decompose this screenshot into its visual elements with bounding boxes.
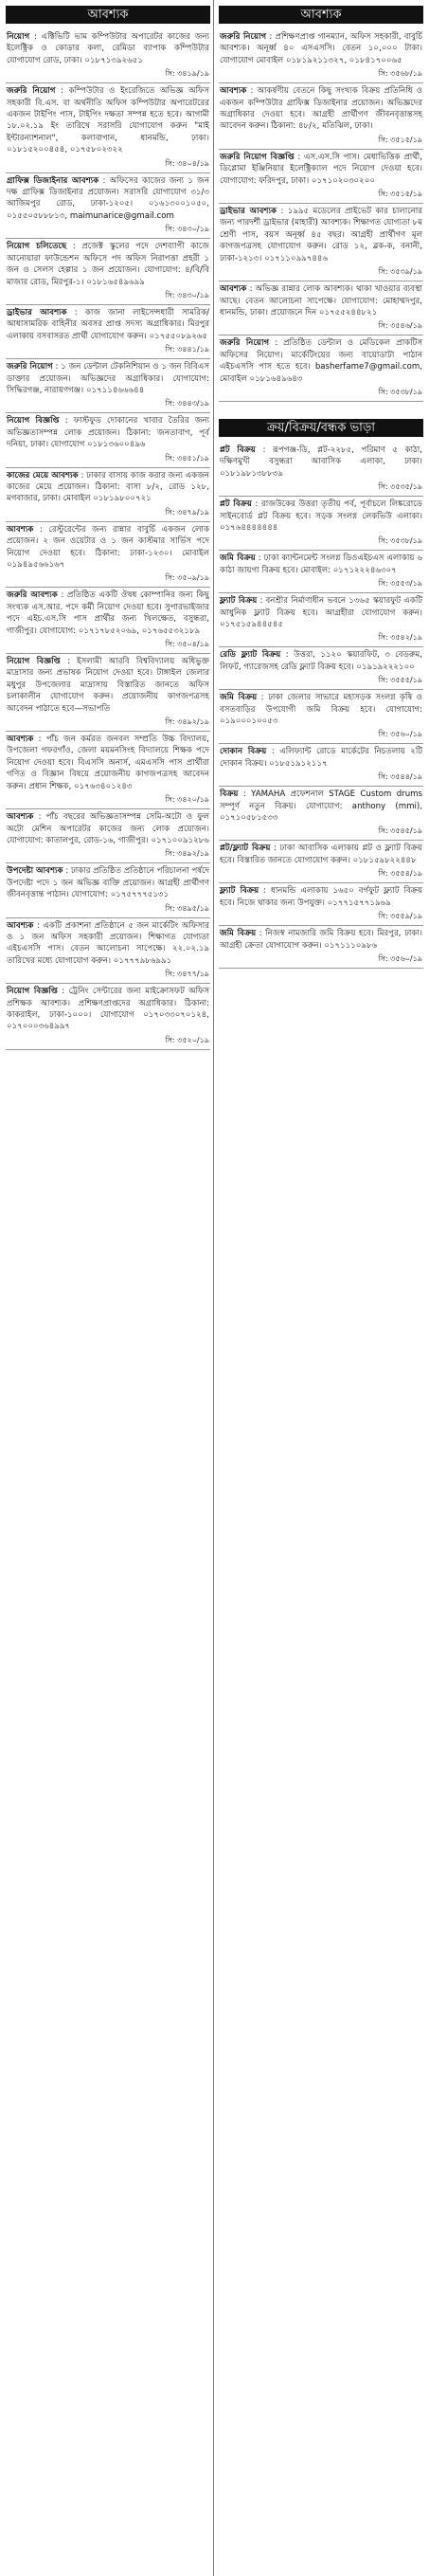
classified-ad: জমি বিক্রয় : ঢাকা জেলার সাভারে মহাসড়ক সংলগ্ন কৃষি ও বসতবাড়ির উপযোগী জমি বিক্রয় হবে। যোগাযোগ: ০১৯০০০১০০৫৩ সি: ৩৫৬০/১৯ [219, 690, 423, 744]
ad-body: নিজস্ব নামজারি জমি বিক্রয় হবে। মিরপুর, ঢাকা। আগ্রহী ক্রেতা যোগাযোগ করুন। ০১৭১১১০৯৮৬ [220, 929, 422, 951]
ad-code: সি: ৩৫৫৩/১৯ [378, 579, 422, 589]
classified-ad: জরুরি নিয়োগ বিজ্ঞপ্তি : এস.এস.সি পাস। মেধাভিত্তিক প্রার্থী, ডিপ্লোমা ইঞ্জিনিয়ার ইলেক্ট্রিক্যাল পদে নিয়োগ দেওয়া হবে। যোগাযোগ: ফরিদপুর, ঢাকা। ০১৭১০২০৩০২০০ সি: ৩৫১৫/১৯ [219, 150, 423, 204]
ad-body: ১ জন ডেন্টাল টেকনিশিয়ান ও ১ জন বিবিএস ডাক্তার প্রয়োজন। অভিজ্ঞদের অগ্রাধিকার। যোগাযোগ: সিদ্ধিরগঞ্জ, নারায়ণগঞ্জ। ০১৭১১৪৬৬৬৪৪ [7, 362, 209, 395]
classified-ad: গ্রাফিক্স ডিজাইনার আবশ্যক : অফিসের কাজের জন্য ১ জন দক্ষ গ্রাফিক্স ডিজাইনার প্রয়োজন। সরাসরি যোগাযোগ ৩১/৩ আজিমপুর রোড, ঢাকা-১২০৫। ০১৬১৩০০১০৫০, ০১৫৫০৫৮৮৮১৩, maimunarice@gmail.com সি: ৩৪৩০/১৯ [6, 173, 210, 240]
ad-code: সি: ৩৪৭৯/১৯ [165, 507, 209, 517]
ad-title: প্লট বিক্রয় [220, 499, 252, 510]
classified-ad: ফ্ল্যাট বিক্রয় : বনশ্রীর নির্মাণাধীন ভবনে ১৩৬৫ স্কয়ারফুট একটি আধুনিক ফ্ল্যাট বিক্রয় হবে। আগ্রহীরা যোগাযোগ করুন। ০১৭৫১৫৯৪৪৫৪৫ সি: ৩৫৪২/১৯ [219, 593, 423, 647]
ad-code: সি: ৩৫৪৪/১৯ [378, 772, 422, 782]
ad-body: প্রশিক্ষণপ্রাপ্ত গানম্যান, অফিস সহকারী, বাবুর্চি আবশ্যক। অনূর্ধ্ব ৪০ এসএসসি। বেতন ১০,০০০ টাকা। যোগাযোগ মোবাইল ০১৮১৯২১১৩২৭, ০১৮৪১৭০০৬৫ [220, 32, 423, 65]
classified-ad: জরুরি নিয়োগ : প্রতিষ্ঠিত ডেন্টাল ও মেডিকেল প্রাকটিস অফিসের নিয়োগ। মার্কেটিংয়ের জন্য বায়োডাটা পাঠান এইচএসসি পাস হতে হবে। basherfame7@gmail.com, মোবাইল ০১৮১৬৪৯৬৪৩ সি: ৩৫৩৮/১৯ [219, 336, 423, 402]
ad-code: সি: ৩৫৫৯/১৯ [378, 912, 422, 921]
ad-code: সি: ৩৪৩০/১৯ [165, 290, 209, 299]
classified-ad: নিয়োগ বিজ্ঞপ্তি : ট্রেনিং সেন্টারের জন্য মাইক্রোসফট অফিস প্রশিক্ষক আবশ্যক। প্রশিক্ষণপ্রাপ্তদের অগ্রাধিকার। ঠিকানা: কাকরাইল, ঢাকা-১০০০। যোগাযোগ ০১৭০৩৩০৭০১২৪, ০১৭০০০৩৬৪৯৯৭ সি: ৩৫২০/১৯ [6, 984, 210, 1050]
ads-list-left [6, 29, 210, 1050]
ad-body: রূপগঞ্জ-ডি, প্লট-২২৮৫, পরিমাণ ৫ কাঠা, দক্ষিণমুখী বসুন্ধরা আবাসিক এলাকা, ঢাকা। ০১৮১৯৮১৩৮৮৩৯ [220, 444, 422, 479]
section-header-sale: ক্রয়/বিক্রয়/বন্ধক ভাড়া [219, 419, 423, 437]
ad-code: সি: ৩৫২০/১৯ [165, 1035, 209, 1044]
ad-title: আবশ্যক [7, 920, 34, 931]
ad-code: সি: ৩৪২০/১৯ [165, 795, 209, 805]
ad-body: YAMAHA প্রফেশনাল STAGE Custom drums সম্পূর্ণ নতুন বিক্রয়। যোগাযোগ: anthony (mmi), ০১৭১০৫৮১৫৩৩ [220, 789, 422, 824]
ad-title: আবশ্যক [7, 735, 34, 745]
ads-list-right [219, 29, 423, 402]
ad-title: নিয়োগ বিজ্ঞপ্তি [7, 657, 61, 667]
ad-title: উপদেষ্টা আবশ্যক [7, 866, 63, 877]
ad-title: জরুরি নিয়োগ [7, 362, 53, 372]
ad-body: অভিজ্ঞ রান্নার লোক আবশ্যক। থাকা খাওয়ার ব্যবস্থা আছে। বেতন আলোচনা সাপেক্ষে। যোগাযোগ: মোহাম্মদপুর, ধানমন্ডি, ঢাকা। প্রয়োজনে দিন ০১৭৫৫২৪৪৮২১ [220, 284, 422, 317]
ad-body: এক্টিভিটি ভাম কম্পিউটার অপারেটর কাজের জন্য ইলেক্ট্রিক ও কোডার কলা, রেমিডা ব্যাপাক কম্পিউটার যোগাযোগ রোড, ঢাকা। ০১৮৭১৩৯২৬৫১ [7, 32, 209, 65]
ads-list-sale [219, 443, 423, 969]
ad-body: ধানমন্ডি এলাকায় ১৬৫০ বর্গফুট ফ্ল্যাট বিক্রয় হবে। নিজে থাকার জন্য উপযুক্ত। ০১৭৭১৫৭৭১৯৬৯ [220, 886, 423, 908]
ad-body: প্রজেক্ট স্কুলের পদে দেশব্যাপী কাজে আনোয়ারা ফাউন্ডেশন অফিসে পদ অফিস নিরাপত্তা প্রহরী ১ জন ও সেলস হেল্পার ১ জন প্রয়োজন। যোগাযোগ: ৪/বি/বি মাজার রোড, মিরপুর-১। ০১৮১৬৫৪৯৬৯৯ [7, 242, 210, 287]
ad-title: দোকান বিক্রয় [220, 747, 267, 757]
ad-code: সি: ৩৫৫৫/১৯ [378, 676, 422, 685]
ad-body: ঢাকা ক্যান্টনমেন্ট সংলগ্ন ডিওএইচএস এলাকায় ৬ কাঠা জায়গা বিক্রয় হবে। মোবাইল: ০১৭১২২২৪৬৩০৭ [220, 553, 423, 575]
ad-title: নিয়োগ বিজ্ঞপ্তি [7, 987, 58, 997]
right-column [219, 6, 423, 969]
ad-title: নিয়োগ [7, 32, 30, 42]
ad-title: জরুরি নিয়োগ বিজ্ঞপ্তি [220, 152, 295, 162]
ad-title: আবশ্যক [7, 812, 34, 823]
ad-code: সি: ৩৫৬০/১৯ [378, 953, 422, 963]
ad-body: রাজউকের উত্তরা তৃতীয় পর্ব, পূর্বাচলে লিঙ্করোডে সাইনবোর্ড প্লট বিক্রয় হবে। সড়ক সংলগ্ন লেকভিউ এলাকা। ০১৭৬৪৪৪৪৪৪৪ [220, 499, 423, 533]
ad-code: সি: ৩৫০৯/১৯ [165, 573, 209, 583]
classified-ad: আবশ্যক : অভিজ্ঞ রান্নার লোক আবশ্যক। থাকা খাওয়ার ব্যবস্থা আছে। বেতন আলোচনা সাপেক্ষে। যোগাযোগ: মোহাম্মদপুর, ধানমন্ডি, ঢাকা। প্রয়োজনে দিন ০১৭৫৫২৪৪৮২১ সি: ৩৫৪৬/১৯ [219, 281, 423, 336]
section-header-right: আবশ্যক [219, 6, 423, 24]
ad-code: সি: ৩৫৩৯/১৯ [378, 267, 422, 277]
ad-body: ট্রেনিং সেন্টারের জন্য মাইক্রোসফট অফিস প্রশিক্ষক আবশ্যক। প্রশিক্ষণপ্রাপ্তদের অগ্রাধিকার। ঠিকানা: কাকরাইল, ঢাকা-১০০০। যোগাযোগ ০১৭০৩৩০৭০১২৪, ০১৭০০০৩৬৪৯৯৭ [7, 987, 209, 1032]
classified-ad: জমি বিক্রয় : নিজস্ব নামজারি জমি বিক্রয় হবে। মিরপুর, ঢাকা। আগ্রহী ক্রেতা যোগাযোগ করুন। ০১৭১১১০৯৮৬ সি: ৩৫৬০/১৯ [219, 926, 423, 969]
ad-body: ঢাকার প্রতিষ্ঠিত প্রতিষ্ঠানে পরিচালনা পর্ষদে উপদেষ্টা পদে ১ জন অভিজ্ঞ ব্যক্তি প্রয়োজন। আগ্রহী প্রার্থীগণ জীবনবৃত্তান্ত পাঠান। যোগাযোগ: ০১৭৫৭৭৭৫১৩১ [7, 866, 210, 900]
ad-title: জরুরি আবশ্যক [7, 590, 58, 601]
ad-body: প্রতিষ্ঠিত ডেন্টাল ও মেডিকেল প্রাকটিস অফিসের নিয়োগ। মার্কেটিংয়ের জন্য বায়োডাটা পাঠান এইচএসসি পাস হতে হবে। basherfame7@gmail.com, মোবাইল ০১৮১৬৪৯৬৪৩ [220, 338, 423, 384]
ad-body: ঢাকা আবাসিক এলাকায় প্লট ও ফ্ল্যাট বিক্রয় হবে। বিস্তারিত জানতে যোগাযোগ করুন। ০১৮১৫৯৮২২৪৪৮ [220, 844, 422, 865]
ad-code: সি: ৩৫৪২/১৯ [378, 633, 422, 643]
ad-code: সি: ৩৫০৪/১৯ [165, 640, 209, 649]
ad-body: ইসলামী আরবি বিশ্ববিদ্যালয় অধিভুক্ত মাদ্রাসার জন্য প্রভাষক নিয়োগ দেওয়া হবে। টাঙ্গাইল জেলার মধুপুর উপজেলার মাদ্রাসায় বিস্তারিত জানতে অফিস চলাকালীন যোগাযোগ করুন। প্রয়োজনীয় কাগজপত্রসহ আবেদন পাঠাতে হবে—সভাপতি [7, 657, 209, 714]
classified-ad: কাজের মেয়ে আবশ্যক : ঢাকার বাসায় কাজ করার জন্য একজন কাজের মেয়ে প্রয়োজন। ঠিকানা: বাসা ৮/২, রোড ১২৮, মগবাজার, ঢাকা। মোবাইল ০১৮১৯৮০০৭২১ সি: ৩৪৭৯/১৯ [6, 468, 210, 522]
classified-ad: প্লট বিক্রয় : রাজউকের উত্তরা তৃতীয় পর্ব, পূর্বাচলে লিঙ্করোডে সাইনবোর্ড প্লট বিক্রয় হবে। সড়ক সংলগ্ন লেকভিউ এলাকা। ০১৭৬৪৪৪৪৪৪৪ সি: ৩৫৩৮/১৯ [219, 497, 423, 551]
ad-title: জমি বিক্রয় [220, 553, 256, 564]
ad-code: সি: ৩৪৯২/১৯ [165, 849, 209, 859]
ad-title: ফ্ল্যাট বিক্রয় [220, 886, 259, 897]
left-column [6, 6, 210, 1050]
ad-body: কাজ জানা লাইসেন্সধারী সামরিক/আধাসামরিক বাহিনীর অবসর প্রাপ্ত সদস্য অগ্রাধিকার। মিরপুর এলাকায় বসবাসরত প্রার্থী যোগাযোগ করুন। ০১৭৫৫০৮৯২৬৫ [7, 307, 209, 341]
ad-body: ঢাকা জেলার সাভারে মহাসড়ক সংলগ্ন কৃষি ও বসতবাড়ির উপযোগী জমি বিক্রয় হবে। যোগাযোগ: ০১৯০০০১০০৫৩ [220, 693, 423, 727]
ad-title: ড্রাইভার আবশ্যক [7, 307, 67, 317]
ad-body: অফিসের কাজের জন্য ১ জন দক্ষ গ্রাফিক্স ডিজাইনার প্রয়োজন। সরাসরি যোগাযোগ ৩১/৩ আজিমপুর রোড, ঢাকা-১২০৫। ০১৬১৩০০১০৫০, ০১৫৫০৫৮৮৮১৩, maimunarice@gmail.com [7, 175, 209, 221]
ad-title: ড্রাইভার আবশ্যক [220, 207, 277, 217]
classified-ad: প্লট/ফ্ল্যাট বিক্রয় : ঢাকা আবাসিক এলাকায় প্লট ও ফ্ল্যাট বিক্রয় হবে। বিস্তারিত জানতে যোগাযোগ করুন। ০১৮১৫৯৮২২৪৪৮ সি: ৩৫৫৪/১৯ [219, 841, 423, 883]
classified-ad: ড্রাইভার আবশ্যক : ১৯৯৫ মডেলের প্রাইভেট কার চালানোর জন্য পারদর্শী ড্রাইভার (মাহারী) আবশ্যক। শিক্ষাগত যোগ্যতা ৮ম শ্রেণী পাস, বয়স অনূর্ধ্ব ৪৫ বছর। আগ্রহী প্রার্থীগণ মূল কাগজপত্রসহ যোগাযোগ করুন। রোড ১২, ব্লক-ক, বনানী, ঢাকা-১২১৩। ০১৭১১০৯৯৭৪৪৬ সি: ৩৫৩৯/১৯ [219, 204, 423, 281]
classified-ad: আবশ্যক : আকর্ষণীয় বেতনে কিছু সংখ্যক বিক্রয় প্রতিনিধি ও একজন কম্পিউটার গ্রাফিক্স ডিজাইনার প্রয়োজন। অভিজ্ঞদের অগ্রাধিকার দেওয়া হবে। আগ্রহী প্রার্থীগণ জীবনবৃত্তান্তসহ আবেদন করুন। ঠিকানা: ৪৮/২, মতিঝিল, ঢাকা। সি: ৩৫১৫/১৯ [219, 83, 423, 150]
ad-body: উত্তরা, ১১২০ স্কয়ারফিট, ৩ বেডরুম, লিফট, গ্যারেজসহ রেডি ফ্ল্যাট বিক্রয় হবে। ০১৯১৯২২২১০০ [220, 650, 422, 672]
ad-title: রেডি ফ্ল্যাট বিক্রয় [220, 650, 281, 661]
classified-ad: আবশ্যক : পাঁচ জন কর্মরত জনবল সম্প্রতি উচ্চ বিদ্যালয়, উপজেলা গফরগাঁও, জেলা ময়মনসিংহ বিদ্যালয়ে শিক্ষক পদে নিয়োগ দেওয়া হবে। বিএসসি অনার্স, এমএসসি পাস প্রার্থীরা গণিত ও বিজ্ঞান বিষয়ে প্রয়োজনীয় কাগজপত্রসহ আবেদন করুন। প্রধান শিক্ষক, ০১৭৬৩৪০১২৪৩ সি: ৩৪২০/১৯ [6, 732, 210, 809]
ad-code: সি: ৩৫৬০/১৯ [378, 730, 422, 739]
ad-title: গ্রাফিক্স ডিজাইনার আবশ্যক [7, 175, 99, 186]
ad-body: ফাস্টফুড দোকানের খাবার তৈরির জন্য অভিজ্ঞতাসম্পন্ন লোক প্রয়োজন। ঠিকানা: জনতাবাগ, পূর্ব দনিয়া, ঢাকা। যোগাযোগ ০১৮১৩৬০০৪৯৬ [7, 416, 210, 450]
classified-ad: নিয়োগ : এক্টিভিটি ভাম কম্পিউটার অপারেটর কাজের জন্য ইলেক্ট্রিক ও কোডার কলা, রেমিডা ব্যাপাক কম্পিউটার যোগাযোগ রোড, ঢাকা। ০১৮৭১৩৯২৬৫১ সি: ৩৪১৯/১৯ [6, 29, 210, 83]
ad-title: জরুরি নিয়োগ [220, 32, 267, 42]
classified-ad: জরুরি নিয়োগ : কম্পিউটার ও ইংরেজিতে অভিজ্ঞ অফিস সহকারী বি.এস. বা অর্থনীতি অফিস কম্পিউটার অপারেটরের একজন টাইপিং পাস, টাইপিং দক্ষতা সম্পন্ন হতে হবে। আগামী ১৮.০২.১৯ ইং তারিখে সরাসরি যোগাযোগ করুন "মাই ইন্টারন্যাশনাল", কলাবাগান, ধানমন্ডি, ঢাকা। ০১৮১৫২০০৪৫৪, ০১৭৫৮০২৩২২ সি: ৩৪০৪/১৯ [6, 83, 210, 172]
classified-ad: ফ্ল্যাট বিক্রয় : ধানমন্ডি এলাকায় ১৬৫০ বর্গফুট ফ্ল্যাট বিক্রয় হবে। নিজে থাকার জন্য উপযুক্ত। ০১৭৭১৫৭৭১৯৬৯ সি: ৩৫৫৯/১৯ [219, 883, 423, 926]
ad-body: এলিফ্যান্ট রোডে মার্কেটের নিচতলায় ২টি দোকান বিক্রয়। ০১৮৫১৯১২১১৭ [220, 747, 422, 769]
column-divider [213, 0, 214, 2576]
ad-title: জরুরি নিয়োগ [220, 338, 270, 349]
ad-title: প্লট/ফ্ল্যাট বিক্রয় [220, 844, 271, 854]
ad-code: সি: ৩৪০৪/১৯ [165, 158, 209, 168]
ad-code: সি: ৩৫৩৮/১৯ [378, 536, 422, 546]
ad-title: জমি বিক্রয় [220, 929, 257, 939]
ad-title: আবশ্যক [7, 524, 34, 535]
ad-title: কাজের মেয়ে আবশ্যক [7, 470, 79, 481]
classified-ad: প্লট বিক্রয় : রূপগঞ্জ-ডি, প্লট-২২৮৫, পরিমাণ ৫ কাঠা, দক্ষিণমুখী বসুন্ধরা আবাসিক এলাকা, ঢাকা। ০১৮১৯৮১৩৮৮৩৯ সি: ৩৫৩৫/১৯ [219, 443, 423, 497]
ad-body: বনশ্রীর নির্মাণাধীন ভবনে ১৩৬৫ স্কয়ারফুট একটি আধুনিক ফ্ল্যাট বিক্রয় হবে। আগ্রহীরা যোগাযোগ করুন। ০১৭৫১৫৯৪৪৫৪৫ [220, 596, 422, 629]
section-header-left: আবশ্যক [6, 6, 210, 24]
ad-code: সি: ৩৫৪৬/১৯ [378, 321, 422, 331]
ad-code: সি: ৩৫১৫/১৯ [378, 135, 422, 144]
classified-ad: জরুরি আবশ্যক : প্রতিষ্ঠিত একটি ঔষধ কোম্পানির জন্য কিছু সংখ্যক এস.আর. পদে কর্মী নিয়োগ দেওয়া হবে। সুপারভাইজার পদে এইচ.এস.সি পাস প্রার্থীর জন্য খিলক্ষেত, বসুন্ধরা, গাজীপুর। যোগাযোগ: ০১৭১৭৮৫২০৬৯, ০১৭৬৫৫৩২১৮৯ সি: ৩৫০৪/১৯ [6, 588, 210, 654]
ad-code: সি: ৩৪৯২/১৯ [165, 717, 209, 727]
ad-title: আবশ্যক [220, 86, 247, 97]
ad-body: প্রতিষ্ঠিত একটি ঔষধ কোম্পানির জন্য কিছু সংখ্যক এস.আর. পদে কর্মী নিয়োগ দেওয়া হবে। সুপারভাইজার পদে এইচ.এস.সি পাস প্রার্থীর জন্য খিলক্ষেত, বসুন্ধরা, গাজীপুর। যোগাযোগ: ০১৭১৭৮৫২০৬৯, ০১৭৬৫৫৩২১৮৯ [7, 590, 209, 636]
ad-code: সি: ৩৫৫৪/১৯ [378, 869, 422, 879]
ad-title: নিয়োগ বিজ্ঞপ্তি [7, 416, 60, 426]
classified-ad: আবশ্যক : একটি প্রকাশনা প্রতিষ্ঠানে ৫ জন মার্কেটিং অফিসার ও ১ জন অফিস সহকারী প্রয়োজন। শিক্ষাগত যোগ্যতা এইচএসসি পাস। বেতন আলোচনা সাপেক্ষে। ২২.০২.১৯ তারিখের মধ্যে যোগাযোগ করুন। ০১৭৭৭৯৮৬৯৯১ সি: ৩৪৭৭/১৯ [6, 918, 210, 985]
classified-ad: নিয়োগ বিজ্ঞপ্তি : ইসলামী আরবি বিশ্ববিদ্যালয় অধিভুক্ত মাদ্রাসার জন্য প্রভাষক নিয়োগ দেওয়া হবে। টাঙ্গাইল জেলার মধুপুর উপজেলার মাদ্রাসায় বিস্তারিত জানতে অফিস চলাকালীন যোগাযোগ করুন। প্রয়োজনীয় কাগজপত্রসহ আবেদন পাঠাতে হবে—সভাপতি সি: ৩৪৯২/১৯ [6, 654, 210, 732]
ad-code: সি: ৩৪৩০/১৯ [165, 225, 209, 234]
ad-code: সি: ৩৫৬৮/১৯ [378, 69, 422, 79]
ad-title: বিক্রয় [220, 789, 239, 800]
classified-ad: আবশ্যক : রেস্টুরেন্টের জন্য রান্নার বাবুর্চি একজন লোক প্রয়োজন। ২ জন ওয়েটার ও ১ জন কাস্টমার সার্ভিস পদে নিয়োগ দেওয়া হবে। ঠিকানা: ঢাকা-১২৩০। মোবাইল ০১৯৪৯৫৬৬১৬৭ সি: ৩৫০৯/১৯ [6, 522, 210, 589]
classified-ad: দোকান বিক্রয় : এলিফ্যান্ট রোডে মার্কেটের নিচতলায় ২টি দোকান বিক্রয়। ০১৮৫১৯১২১১৭ সি: ৩৫৪৪/১৯ [219, 744, 423, 787]
ad-body: এস.এস.সি পাস। মেধাভিত্তিক প্রার্থী, ডিপ্লোমা ইঞ্জিনিয়ার ইলেক্ট্রিক্যাল পদে নিয়োগ দেওয়া হবে। যোগাযোগ: ফরিদপুর, ঢাকা। ০১৭১০২০৩০২০০ [220, 152, 423, 186]
classified-ad: উপদেষ্টা আবশ্যক : ঢাকার প্রতিষ্ঠিত প্রতিষ্ঠানে পরিচালনা পর্ষদে উপদেষ্টা পদে ১ জন অভিজ্ঞ ব্যক্তি প্রয়োজন। আগ্রহী প্রার্থীগণ জীবনবৃত্তান্ত পাঠান। যোগাযোগ: ০১৭৫৭৭৭৫১৩১ সি: ৩৪৯৫/১৯ [6, 863, 210, 917]
ad-code: সি: ৩৪৫১/১৯ [165, 453, 209, 463]
ad-title: আবশ্যক [220, 284, 247, 295]
classified-ad: ড্রাইভার আবশ্যক : কাজ জানা লাইসেন্সধারী সামরিক/আধাসামরিক বাহিনীর অবসর প্রাপ্ত সদস্য অগ্রাধিকার। মিরপুর এলাকায় বসবাসরত প্রার্থী যোগাযোগ করুন। ০১৭৫৫০৮৯২৬৫ সি: ৩৪৪১/১৯ [6, 305, 210, 359]
ad-body: পাঁচ বছরের অভিজ্ঞতাসম্পন্ন সেমি-অটো ও ফুল অটো মেশিন অপারেটর কাজের জন্য লোক প্রয়োজন। যোগাযোগ: কাতালপুর, রোড-১৬, গাজীপুর। ০১৭১০০৯১২৮৬ [7, 812, 210, 845]
ad-code: সি: ৩৫৩৫/১৯ [378, 482, 422, 492]
ad-title: ফ্ল্যাট বিক্রয় [220, 596, 258, 607]
ad-body: রেস্টুরেন্টের জন্য রান্নার বাবুর্চি একজন লোক প্রয়োজন। ২ জন ওয়েটার ও ১ জন কাস্টমার সার্ভিস পদে নিয়োগ দেওয়া হবে। ঠিকানা: ঢাকা-১২৩০। মোবাইল ০১৯৪৯৫৬৬১৬৭ [7, 524, 210, 570]
classified-ad: রেডি ফ্ল্যাট বিক্রয় : উত্তরা, ১১২০ স্কয়ারফিট, ৩ বেডরুম, লিফট, গ্যারেজসহ রেডি ফ্ল্যাট বিক্রয় হবে। ০১৯১৯২২২১০০ সি: ৩৫৫৫/১৯ [219, 647, 423, 690]
classified-ad: নিয়োগ চলিতেছে : প্রজেক্ট স্কুলের পদে দেশব্যাপী কাজে আনোয়ারা ফাউন্ডেশন অফিসে পদ অফিস নিরাপত্তা প্রহরী ১ জন ও সেলস হেল্পার ১ জন প্রয়োজন। যোগাযোগ: ৪/বি/বি মাজার রোড, মিরপুর-১। ০১৮১৬৫৪৯৬৯৯ সি: ৩৪৩০/১৯ [6, 239, 210, 305]
classified-ad: নিয়োগ বিজ্ঞপ্তি : ফাস্টফুড দোকানের খাবার তৈরির জন্য অভিজ্ঞতাসম্পন্ন লোক প্রয়োজন। ঠিকানা: জনতাবাগ, পূর্ব দনিয়া, ঢাকা। যোগাযোগ ০১৮১৩৬০০৪৯৬ সি: ৩৪৫১/১৯ [6, 413, 210, 467]
classified-ad: জরুরি নিয়োগ : প্রশিক্ষণপ্রাপ্ত গানম্যান, অফিস সহকারী, বাবুর্চি আবশ্যক। অনূর্ধ্ব ৪০ এসএসসি। বেতন ১০,০০০ টাকা। যোগাযোগ মোবাইল ০১৮১৯২১১৩২৭, ০১৮৪১৭০০৬৫ সি: ৩৫৬৮/১৯ [219, 29, 423, 83]
ad-title: প্লট বিক্রয় [220, 444, 256, 455]
ad-code: সি: ৩৪৭৭/১৯ [165, 970, 209, 979]
classified-ad: বিক্রয় : YAMAHA প্রফেশনাল STAGE Custom drums সম্পূর্ণ নতুন বিক্রয়। যোগাযোগ: anthony (mmi), ০১৭১০৫৮১৫৩৩ সি: ৩৫৪৫/১৯ [219, 787, 423, 841]
classified-ad: জরুরি নিয়োগ : ১ জন ডেন্টাল টেকনিশিয়ান ও ১ জন বিবিএস ডাক্তার প্রয়োজন। অভিজ্ঞদের অগ্রাধিকার। যোগাযোগ: সিদ্ধিরগঞ্জ, নারায়ণগঞ্জ। ০১৭১১৪৬৬৬৪৪ সি: ৩৪৪৩/১৯ [6, 359, 210, 413]
ad-title: নিয়োগ চলিতেছে [7, 242, 67, 252]
ad-code: সি: ৩৪৪১/১৯ [165, 345, 209, 354]
classified-ad: আবশ্যক : পাঁচ বছরের অভিজ্ঞতাসম্পন্ন সেমি-অটো ও ফুল অটো মেশিন অপারেটর কাজের জন্য লোক প্রয়োজন। যোগাযোগ: কাতালপুর, রোড-১৬, গাজীপুর। ০১৭১০০৯১২৮৬ সি: ৩৪৯২/১৯ [6, 809, 210, 863]
ad-code: সি: ৩৫১৫/১৯ [378, 190, 422, 199]
ad-body: একটি প্রকাশনা প্রতিষ্ঠানে ৫ জন মার্কেটিং অফিসার ও ১ জন অফিস সহকারী প্রয়োজন। শিক্ষাগত যোগ্যতা এইচএসসি পাস। বেতন আলোচনা সাপেক্ষে। ২২.০২.১৯ তারিখের মধ্যে যোগাযোগ করুন। ০১৭৭৭৯৮৬৯৯১ [7, 920, 209, 966]
ad-body: পাঁচ জন কর্মরত জনবল সম্প্রতি উচ্চ বিদ্যালয়, উপজেলা গফরগাঁও, জেলা ময়মনসিংহ বিদ্যালয়ে শিক্ষক পদে নিয়োগ দেওয়া হবে। বিএসসি অনার্স, এমএসসি পাস প্রার্থীরা গণিত ও বিজ্ঞান বিষয়ে প্রয়োজনীয় কাগজপত্রসহ আবেদন করুন। প্রধান শিক্ষক, ০১৭৬৩৪০১২৪৩ [7, 735, 209, 791]
ad-body: কম্পিউটার ও ইংরেজিতে অভিজ্ঞ অফিস সহকারী বি.এস. বা অর্থনীতি অফিস কম্পিউটার অপারেটরের একজন টাইপিং পাস, টাইপিং দক্ষতা সম্পন্ন হতে হবে। আগামী ১৮.০২.১৯ ইং তারিখে সরাসরি যোগাযোগ করুন "মাই ইন্টারন্যাশনাল", কলাবাগান, ধানমন্ডি, ঢাকা। ০১৮১৫২০০৪৫৪, ০১৭৫৮০২৩২২ [7, 86, 210, 155]
ad-body: ঢাকার বাসায় কাজ করার জন্য একজন কাজের মেয়ে প্রয়োজন। ঠিকানা: বাসা ৮/২, রোড ১২৮, মগবাজার, ঢাকা। মোবাইল ০১৮১৯৮০০৭২১ [7, 470, 210, 504]
classified-ad: জমি বিক্রয় : ঢাকা ক্যান্টনমেন্ট সংলগ্ন ডিওএইচএস এলাকায় ৬ কাঠা জায়গা বিক্রয় হবে। মোবাইল: ০১৭১২২২৪৬৩০৭ সি: ৩৫৫৩/১৯ [219, 551, 423, 593]
ad-code: সি: ৩৫৩৮/১৯ [378, 387, 422, 396]
ad-code: সি: ৩৪৯৫/১৯ [165, 903, 209, 913]
ad-body: আকর্ষণীয় বেতনে কিছু সংখ্যক বিক্রয় প্রতিনিধি ও একজন কম্পিউটার গ্রাফিক্স ডিজাইনার প্রয়োজন। অভিজ্ঞদের অগ্রাধিকার দেওয়া হবে। আগ্রহী প্রার্থীগণ জীবনবৃত্তান্তসহ আবেদন করুন। ঠিকানা: ৪৮/২, মতিঝিল, ঢাকা। [220, 86, 423, 132]
ad-title: জরুরি নিয়োগ [7, 86, 56, 97]
ad-code: সি: ৩৪৪৩/১৯ [165, 399, 209, 408]
ad-code: সি: ৩৫৪৫/১৯ [378, 826, 422, 836]
ad-body: ১৯৯৫ মডেলের প্রাইভেট কার চালানোর জন্য পারদর্শী ড্রাইভার (মাহারী) আবশ্যক। শিক্ষাগত যোগ্যতা ৮ম শ্রেণী পাস, বয়স অনূর্ধ্ব ৪৫ বছর। আগ্রহী প্রার্থীগণ মূল কাগজপত্রসহ যোগাযোগ করুন। রোড ১২, ব্লক-ক, বনানী, ঢাকা-১২১৩। ০১৭১১০৯৯৭৪৪৬ [220, 207, 423, 263]
ad-title: জমি বিক্রয় [220, 693, 258, 703]
section-gap [219, 402, 423, 419]
ad-code: সি: ৩৪১৯/১৯ [165, 69, 209, 79]
